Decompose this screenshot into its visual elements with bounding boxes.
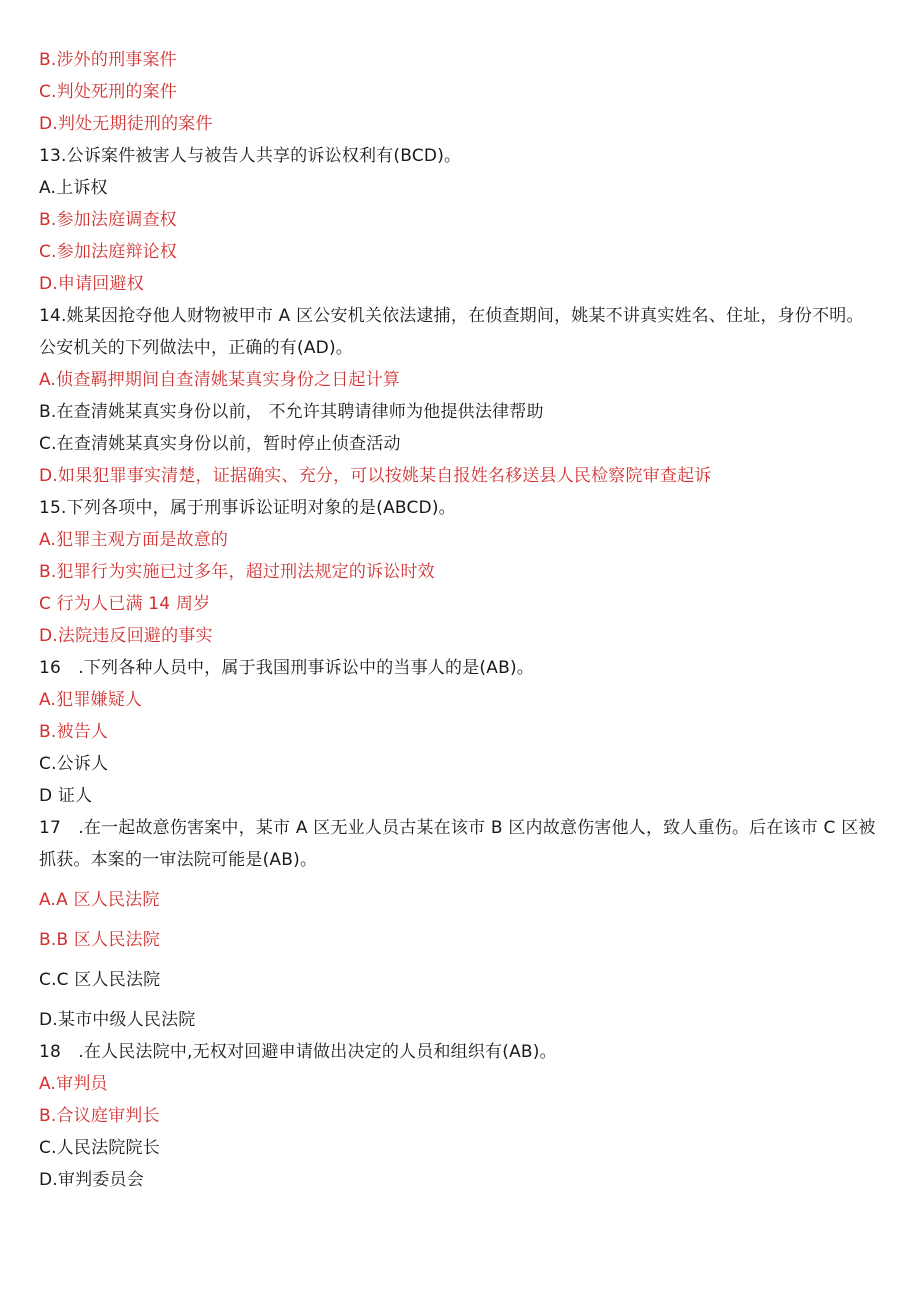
- q14-option-a: A.侦查羁押期间自查清姚某真实身份之日起计算: [39, 370, 401, 390]
- q15-option-c: C 行为人已满 14 周岁: [39, 594, 211, 614]
- q15-option-d: D.法院违反回避的事实: [39, 626, 213, 646]
- document-page: [39, 44, 879, 1196]
- q16-option-d: D 证人: [39, 786, 93, 806]
- q13-option-b: B.参加法庭调查权: [39, 210, 177, 230]
- q16-option-b: B.被告人: [39, 722, 109, 742]
- q18-option-a: A.审判员: [39, 1074, 108, 1094]
- q16-stem: 16 .下列各种人员中，属于我国刑事诉讼中的当事人的是(AB)。: [39, 658, 534, 678]
- q17-option-b: B.B 区人民法院: [39, 930, 160, 950]
- q17-option-a: A.A 区人民法院: [39, 890, 160, 910]
- q18-stem: 18 .在人民法院中,无权对回避申请做出决定的人员和组织有(AB)。: [39, 1042, 557, 1062]
- q18-option-c: C.人民法院院长: [39, 1138, 160, 1158]
- q17-option-c: C.C 区人民法院: [39, 970, 161, 990]
- q14-stem: 14.姚某因抢夺他人财物被甲市 A 区公安机关依法逮捕，在侦查期间，姚某不讲真实姓名、住址，身份不明。公安机关的下列做法中，正确的有(AD)。: [39, 306, 864, 358]
- q14-option-c: C.在查清姚某真实身份以前，暂时停止侦查活动: [39, 434, 401, 454]
- q14-option-b: B.在查清姚某真实身份以前， 不允许其聘请律师为他提供法律帮助: [39, 402, 544, 422]
- q16-option-c: C.公诉人: [39, 754, 109, 774]
- q15-option-a: A.犯罪主观方面是故意的: [39, 530, 229, 550]
- q16-option-a: A.犯罪嫌疑人: [39, 690, 143, 710]
- q13-option-d: D.申请回避权: [39, 274, 144, 294]
- q13-option-a: A.上诉权: [39, 178, 108, 198]
- q12-option-c: C.判处死刑的案件: [39, 82, 178, 102]
- q15-stem: 15.下列各项中，属于刑事诉讼证明对象的是(ABCD)。: [39, 498, 456, 518]
- q15-option-b: B.犯罪行为实施已过多年，超过刑法规定的诉讼时效: [39, 562, 435, 582]
- q18-option-d: D.审判委员会: [39, 1170, 144, 1190]
- q12-option-d: D.判处无期徒刑的案件: [39, 114, 213, 134]
- q12-option-b: B.涉外的刑事案件: [39, 50, 177, 70]
- q18-option-b: B.合议庭审判长: [39, 1106, 160, 1126]
- q17-stem: 17 .在一起故意伤害案中，某市 A 区无业人员古某在该市 B 区内故意伤害他人，致人重伤。后在该市 C 区被抓获。本案的一审法院可能是(AB)。: [39, 818, 876, 870]
- q14-option-d: D.如果犯罪事实清楚，证据确实、充分，可以按姚某自报姓名移送县人民检察院审查起诉: [39, 466, 712, 486]
- q13-option-c: C.参加法庭辩论权: [39, 242, 178, 262]
- q13-stem: 13.公诉案件被害人与被告人共享的诉讼权利有(BCD)。: [39, 146, 462, 166]
- q17-option-d: D.某市中级人民法院: [39, 1010, 196, 1030]
